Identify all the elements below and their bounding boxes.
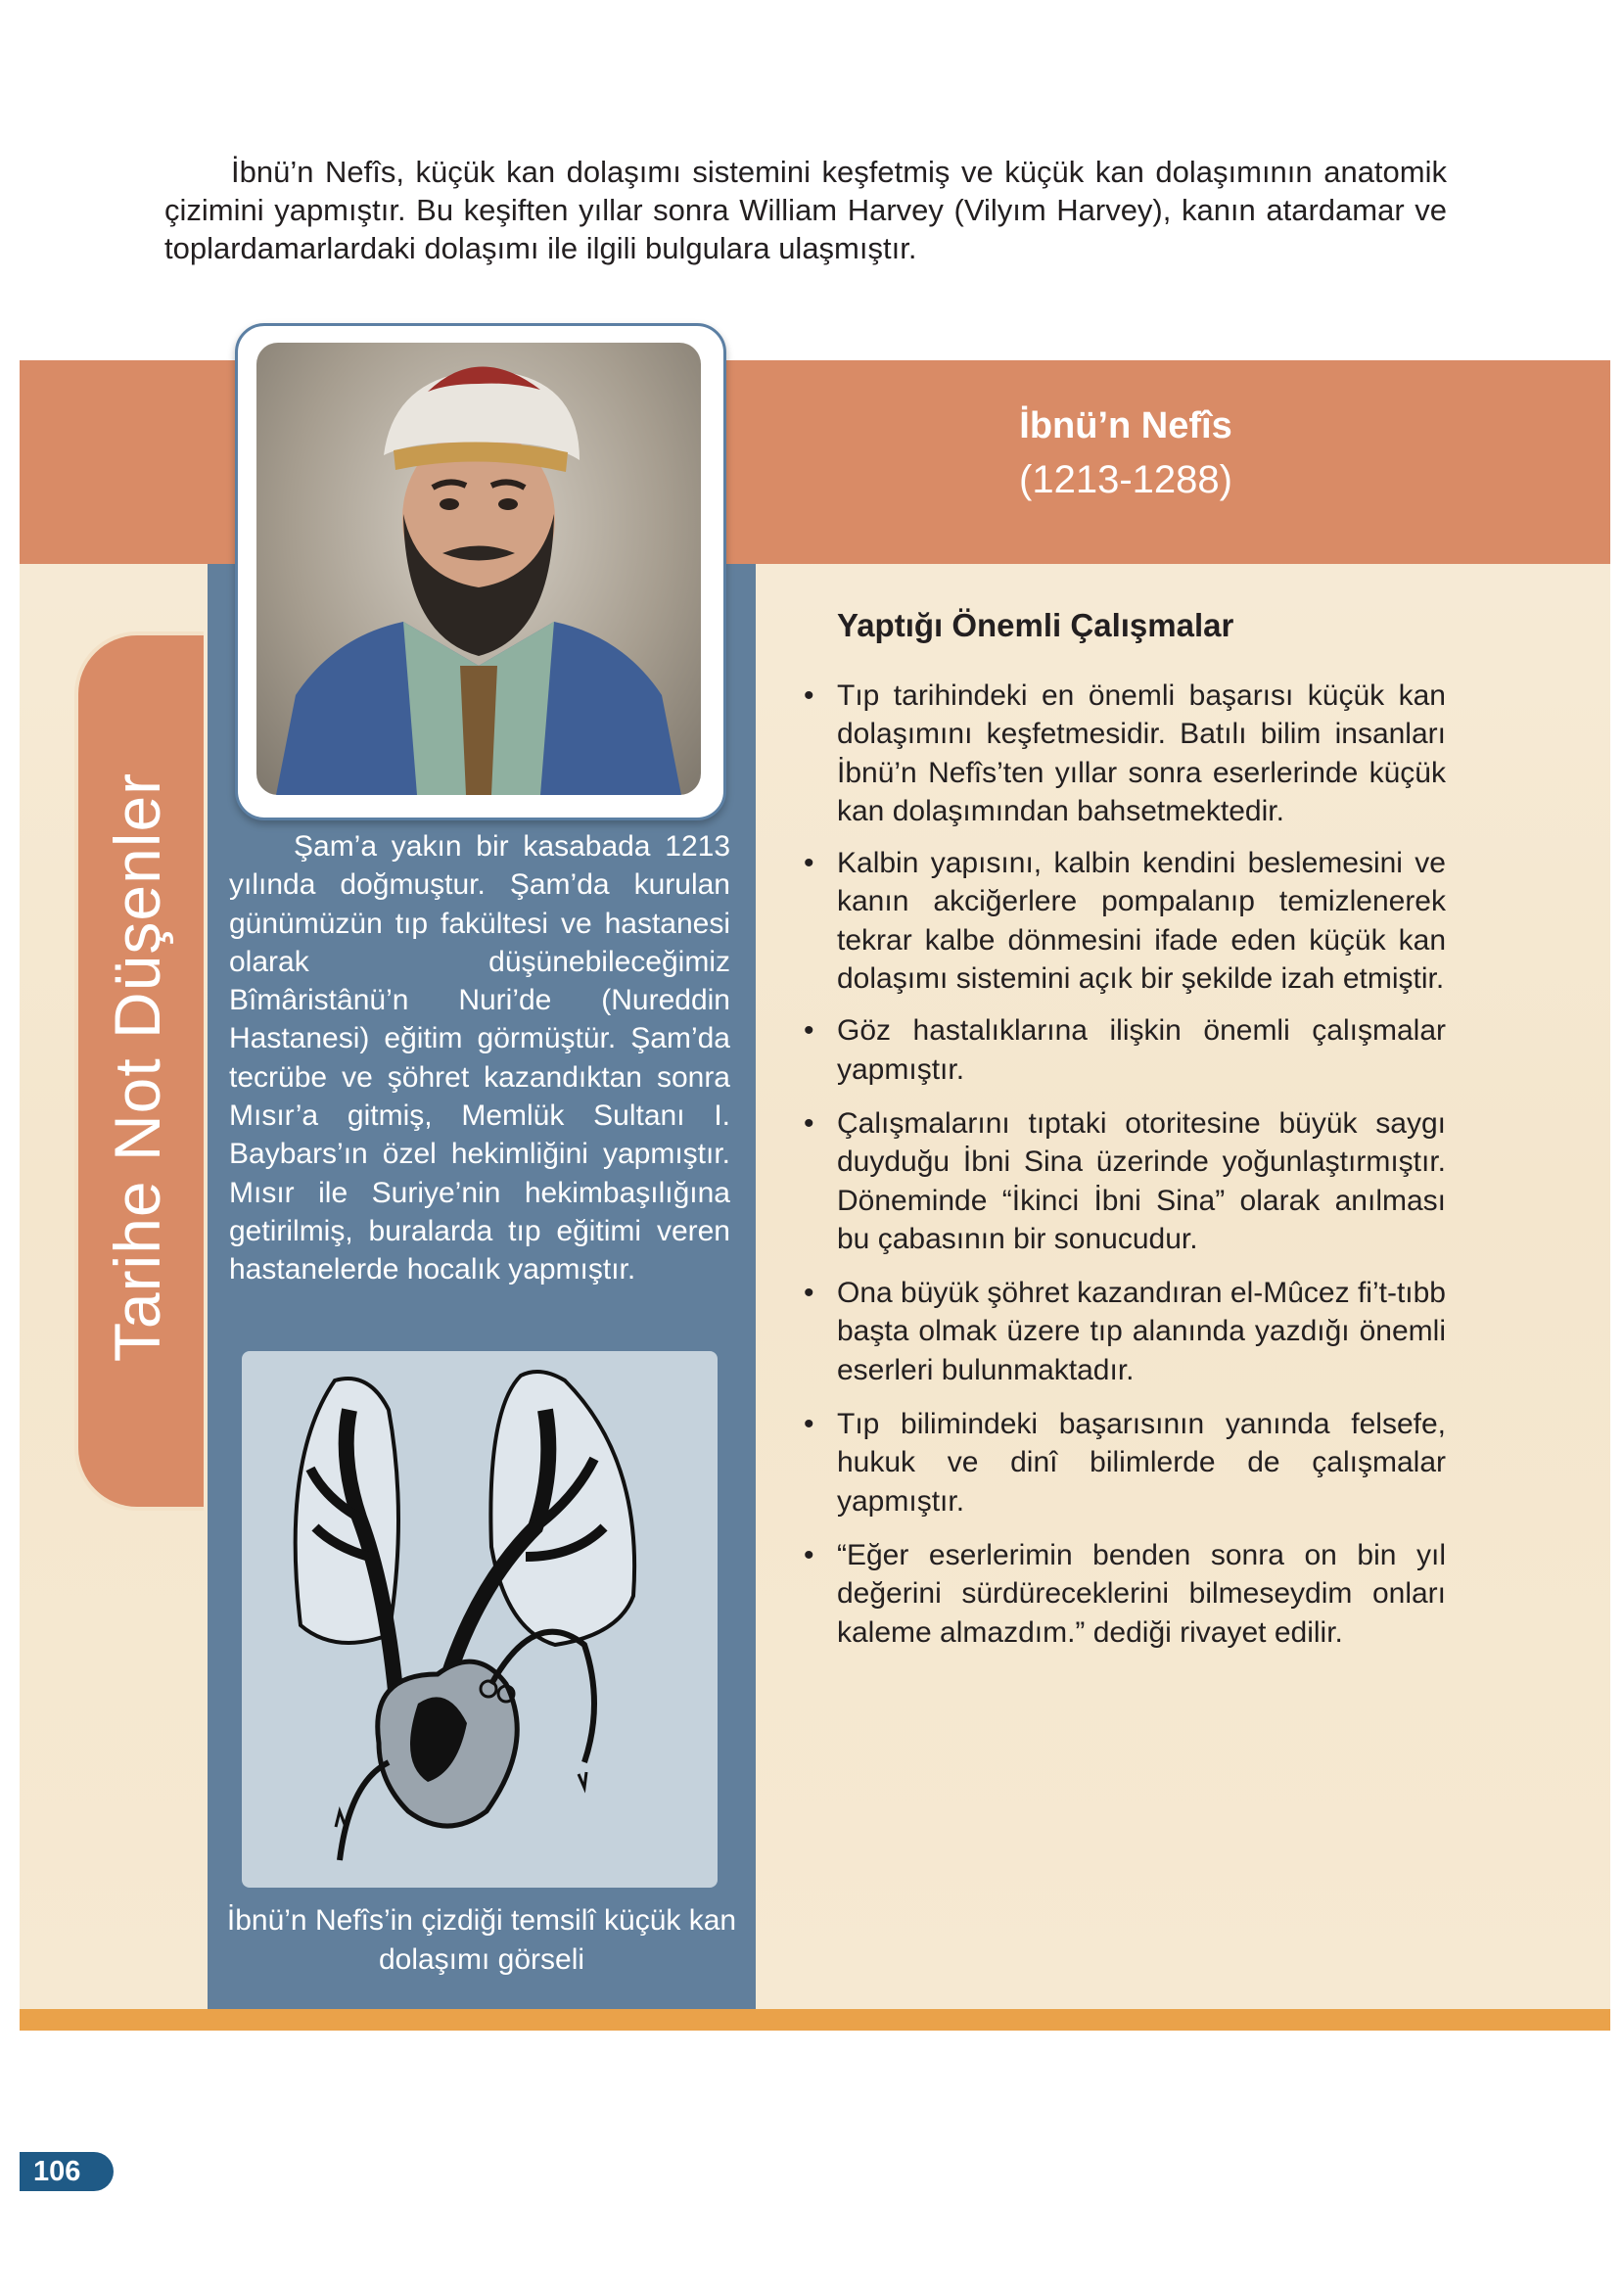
page-number-badge: 106: [20, 2152, 114, 2191]
person-name: İbnü’n Nefîs: [1019, 405, 1232, 446]
biography-text-block: [229, 827, 730, 1289]
person-heading: [724, 399, 1527, 507]
biography-text: Şam’a yakın bir kasabada 1213 yılında doğmuştur. Şam’da kurulan günümüzün tıp fakültesi ve hastanesi olarak düşünebileceğimiz Bîmâristânü’n Nuri’de (Nureddin Hastanesi) eğitim görmüştür. Şam’da tecrübe ve şöhret kazandıktan sonra Mısır’a gitmiş, Memlük Sultanı I. Baybars’ın özel hekimliğini yapmıştır. Mısır ile Suriye’nin hekimbaşılığına getirilmiş, buralarda tıp eğitimi veren hastanelerde hocalık yapmıştır.: [229, 830, 730, 1286]
portrait-illustration: [256, 343, 701, 795]
works-list-item: • Tıp bilimindeki başarısının yanında felsefe, hukuk ve dinî bilimlerde de çalışmalar yapmıştır.: [837, 1405, 1446, 1520]
circulation-diagram: [242, 1351, 718, 1888]
section-tab-label: Tarihe Not Düşenler: [101, 771, 173, 1363]
works-list: [837, 677, 1446, 1652]
circulation-diagram-illustration: [242, 1351, 718, 1888]
intro-text: İbnü’n Nefîs, küçük kan dolaşımı sistemini keşfetmiş ve küçük kan dolaşımının anatomik çizimini yapmıştır. Bu keşiften yıllar sonra William Harvey (Vilyım Harvey), kanın atardamar ve toplardamarlardaki dolaşımı ile ilgili bulgulara ulaşmıştır.: [164, 155, 1447, 265]
works-list-item: • Göz hastalıklarına ilişkin önemli çalışmalar yapmıştır.: [837, 1011, 1446, 1089]
works-list-item: • “Eğer eserlerimin benden sonra on bin yıl değerini sürdüreceklerini bilmeseydim onları kaleme almazdım.” dediği rivayet edilir.: [837, 1536, 1446, 1652]
diagram-caption: İbnü’n Nefîs’in çizdiği temsilî küçük kan dolaşımı görseli: [226, 1904, 737, 1976]
works-list-item: • Kalbin yapısını, kalbin kendini beslemesini ve kanın akciğerlere pompalanıp temizlenerek tekrar kalbe dönmesini ifade eden küçük kan dolaşımı sistemini açık bir şekilde izah etmiştir.: [837, 844, 1446, 998]
works-list-item: • Ona büyük şöhret kazandıran el-Mûcez fi’t-tıbb başta olmak üzere tıp alanında yazdığı önemli eserleri bulunmaktadır.: [837, 1274, 1446, 1389]
works-list-item: • Çalışmalarını tıptaki otoritesine büyük saygı duyduğu İbni Sina üzerinde yoğunlaştırmıştır. Döneminde “İkinci İbni Sina” olarak anılması bu çabasının bir sonucudur.: [837, 1104, 1446, 1258]
works-list-item: • Tıp tarihindeki en önemli başarısı küçük kan dolaşımını keşfetmesidir. Batılı bilim insanları İbnü’n Nefîs’ten yıllar sonra eserlerinde küçük kan dolaşımından bahsetmektedir.: [837, 677, 1446, 830]
person-years: (1213-1288): [1019, 458, 1232, 501]
works-heading: Yaptığı Önemli Çalışmalar: [837, 607, 1234, 643]
portrait-image: [256, 343, 701, 795]
intro-paragraph: [164, 153, 1447, 267]
bottom-strip: [20, 2009, 1610, 2031]
